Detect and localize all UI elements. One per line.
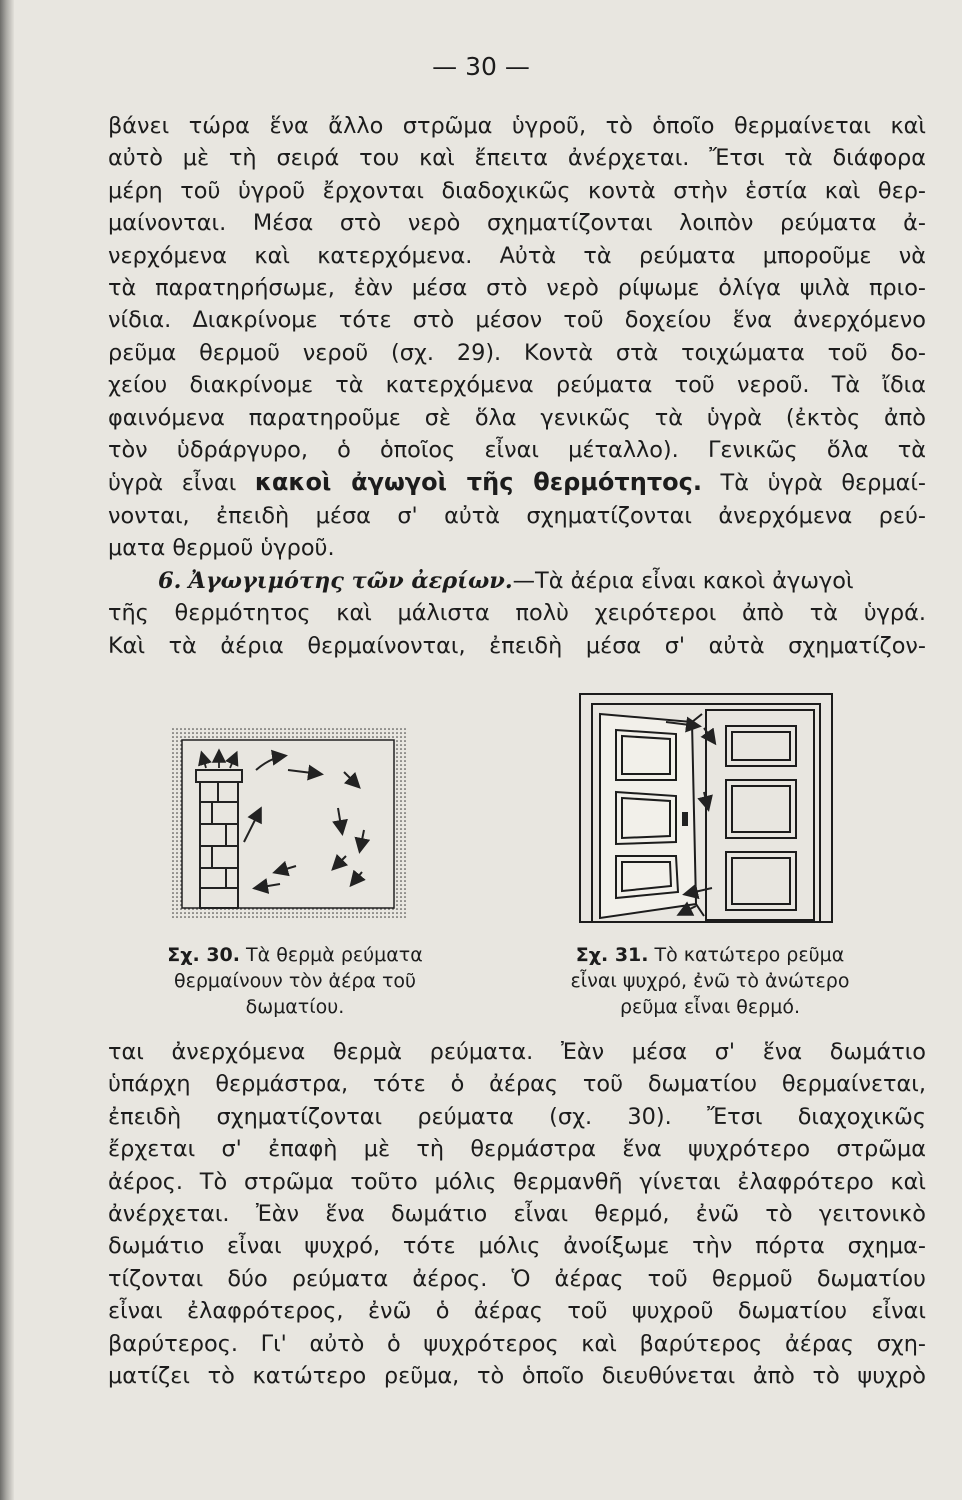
text-line: ἀνέρχεται. Ἐὰν ἕνα δωμάτιο εἶναι θερμό, ἐνῶ τὸ γειτονικὸ xyxy=(108,1201,926,1228)
text-line: τῆς θερμότητος καὶ μάλιστα πολὺ χειρότεροι ἀπὸ τὰ ὑγρά. xyxy=(108,600,926,627)
figure-31-door-currents xyxy=(576,692,836,924)
text-line: ται ἀνερχόμενα θερμὰ ρεύματα. Ἐὰν μέσα σ' ἕνα δωμάτιο xyxy=(108,1039,926,1065)
figure-30-caption-1: Τὰ θερμὰ ρεύματα xyxy=(246,944,423,966)
text-line: ἐπειδὴ σχηματίζονται ρεύματα (σχ. 30). Ἔτσι διαχοχικῶς xyxy=(108,1103,926,1130)
text-line: ὑπάρχη θερμάστρα, τότε ὁ ἀέρας τοῦ δωματίου θερμαίνεται, xyxy=(108,1071,926,1098)
text-line: νίδια. Διακρίνομε τότε στὸ μέσον τοῦ δοχείου ἕνα ἀνερχόμενο xyxy=(108,307,926,334)
text-line: νονται, ἐπειδὴ μέσα σ' αὐτὰ σχηματίζονται ἀνερχόμενα ρεύ- xyxy=(108,502,926,529)
text-line: τὸν ὑδράργυρο, ὁ ὁποῖος εἶναι μέταλλο). Γενικῶς ὅλα τὰ xyxy=(108,437,926,464)
text-line: φαινόμενα παρατηροῦμε σὲ ὅλα γενικῶς τὰ ὑγρὰ (ἐκτὸς ἀπὸ xyxy=(108,404,926,431)
page-number: — 30 — xyxy=(432,52,530,81)
figure-31-caption-2: εἶναι ψυχρό, ἐνῶ τὸ ἀνώτερο xyxy=(570,970,850,992)
caption-line xyxy=(526,942,894,968)
door-handle xyxy=(682,812,688,826)
text-line: χείου διακρίνομε τὰ κατερχόμενα ρεύματα τοῦ νεροῦ. Τὰ ἴδια xyxy=(108,372,926,399)
text-line: ματίζει τὸ κατώτερο ρεῦμα, τὸ ὁποῖο διευθύνεται ἀπὸ τὸ ψυχρὸ xyxy=(108,1363,926,1390)
text-line: ἔρχεται σ' ἐπαφὴ μὲ τὴ θερμάστρα ἕνα ψυχρότερο στρῶμα xyxy=(108,1136,926,1163)
open-door-leaf xyxy=(600,714,704,918)
text-line: Καὶ τὰ ἀέρια θερμαίνονται, ἐπειδὴ μέσα σ' αὐτὰ σχηματίζον- xyxy=(108,632,926,659)
text-line: τίζονται δύο ρεύματα ἀέρος. Ὁ ἀέρας τοῦ θερμοῦ δωματίου xyxy=(108,1265,926,1292)
text-line: δωμάτιο εἶναι ψυχρό, τότε μόλις ἀνοίξωμε τὴν πόρτα σχημα- xyxy=(108,1233,926,1260)
text-line: νερχόμενα καὶ κατερχόμενα. Αὐτὰ τὰ ρεύματα μποροῦμε νὰ xyxy=(108,242,926,269)
bold-line-after: Τὰ ὑγρὰ θερμαί- xyxy=(701,470,926,497)
text-line: αὐτὸ μὲ τὴ σειρά του καὶ ἔπειτα ἀνέρχεται. Ἔτσι τὰ διάφορα xyxy=(108,145,926,172)
bold-statement: κακοὶ ἀγωγοὶ τῆς θερμότητος. xyxy=(254,468,702,497)
paragraph-liquids xyxy=(108,110,926,662)
text-line-bold-statement xyxy=(108,466,926,499)
text-line: μέρη τοῦ ὑγροῦ ἔρχονται διαδοχικῶς κοντὰ στὴν ἑστία καὶ θερ- xyxy=(108,177,926,204)
text-line: τὰ παρατηρήσωμε, ἐὰν μέσα στὸ νερὸ ρίψωμε ὀλίγα ψιλὰ πριο- xyxy=(108,275,926,302)
bold-line-before: ὑγρὰ εἶναι xyxy=(108,470,255,497)
paragraph-gases xyxy=(108,1036,926,1392)
text-line: ματα θερμοῦ ὑγροῦ. xyxy=(108,535,335,562)
section-title: Ἀγωγιμότης τῶν ἀερίων. xyxy=(188,567,513,594)
text-line: ἀέρος. Τὸ στρῶμα τοῦτο μόλις θερμανθῆ γίνεται ἐλαφρότερο καὶ xyxy=(108,1168,926,1195)
text-line: εἶναι ἐλαφρότερος, ἐνῶ ὁ ἀέρας τοῦ ψυχροῦ δωματίου εἶναι xyxy=(108,1298,926,1325)
text-line: βάνει τώρα ἕνα ἄλλο στρῶμα ὑγροῦ, τὸ ὁποῖο θερμαίνεται καὶ xyxy=(108,113,926,139)
figure-30-caption-2: θερμαίνουν τὸν ἀέρα τοῦ xyxy=(173,970,417,992)
section-rest: —Τὰ ἀέρια εἶναι κακοὶ ἀγωγοὶ xyxy=(512,567,854,594)
figure-31-label: Σχ. 31. xyxy=(575,944,649,966)
figure-30-stove-convection xyxy=(168,724,410,924)
caption-line xyxy=(140,942,450,968)
figure-31-caption-1: Τὸ κατώτερο ρεῦμα xyxy=(654,944,845,966)
section-heading-line xyxy=(108,565,926,597)
figure-30-caption xyxy=(140,942,450,1020)
text-line: μαίνονται. Μέσα στὸ νερὸ σχηματίζονται λοιπὸν ρεύματα ἀ- xyxy=(108,210,926,237)
text-line: βαρύτερος. Γι' αὐτὸ ὁ ψυχρότερος καὶ βαρύτερος ἀέρας σχη- xyxy=(108,1330,926,1357)
figure-30-caption-3: δωματίου. xyxy=(245,996,345,1018)
closed-door-leaf xyxy=(706,710,814,920)
page-binding-edge xyxy=(0,0,14,1500)
figure-30-label: Σχ. 30. xyxy=(167,944,240,966)
text-line: ρεῦμα θερμοῦ νεροῦ (σχ. 29). Κοντὰ στὰ τοιχώματα τοῦ δο- xyxy=(108,339,926,366)
figure-31-caption-3: ρεῦμα εἶναι θερμό. xyxy=(620,996,800,1018)
figure-31-caption xyxy=(526,942,894,1020)
section-number: 6. xyxy=(158,567,182,594)
